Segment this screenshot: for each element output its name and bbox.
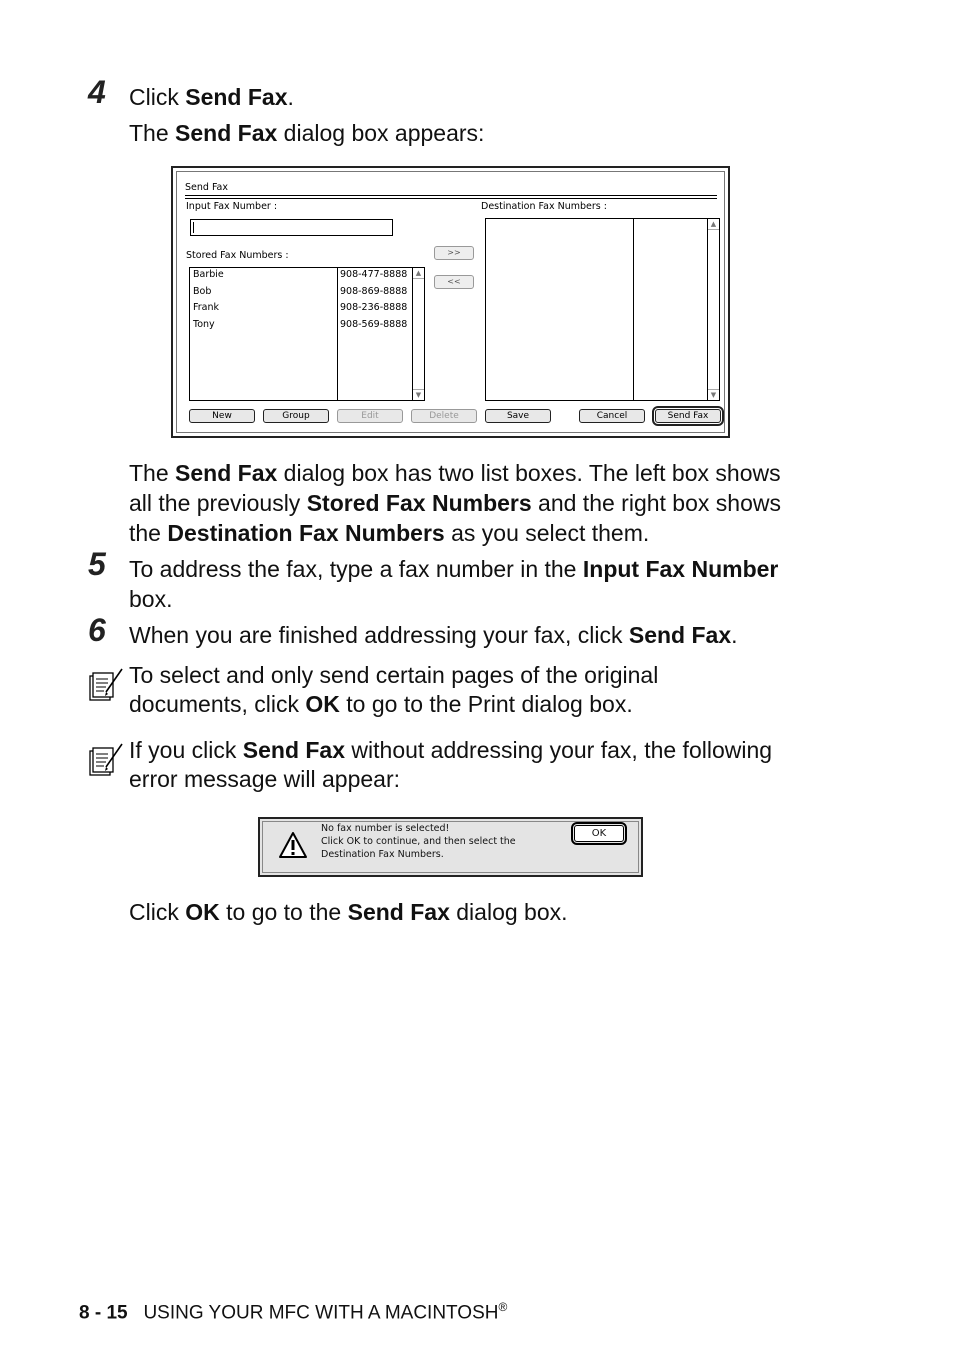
stored-list-scrollbar[interactable] xyxy=(412,268,424,400)
bold-text: Stored Fax Numbers xyxy=(306,490,532,516)
bold-text: Send Fax xyxy=(347,899,450,925)
step-number: 4 xyxy=(88,74,106,110)
send-fax-dialog xyxy=(171,166,730,438)
text: Click xyxy=(129,84,186,110)
text: error message will appear: xyxy=(129,766,401,792)
warning-icon xyxy=(278,831,308,859)
remove-destination-button[interactable]: << xyxy=(434,275,474,289)
column-separator xyxy=(633,219,634,400)
input-fax-label: Input Fax Number : xyxy=(186,201,278,212)
scroll-down-arrow-icon[interactable]: ▼ xyxy=(413,389,424,400)
text: To address the fax, type a fax number in the xyxy=(129,556,583,582)
bold-text: Send Fax xyxy=(175,120,278,146)
scroll-up-arrow-icon[interactable]: ▲ xyxy=(413,268,424,279)
new-button[interactable]: New xyxy=(189,409,255,423)
bold-text: Input Fax Number xyxy=(582,556,779,582)
edit-button[interactable]: Edit xyxy=(337,409,403,423)
stored-entry-number[interactable]: 908-236-8888 xyxy=(340,302,408,313)
step-number: 5 xyxy=(88,546,106,582)
error-alert-dialog xyxy=(258,817,643,877)
text: and the right box shows xyxy=(531,490,781,516)
text: documents, click xyxy=(129,691,306,717)
note-2-text xyxy=(129,736,849,794)
note-pad-icon xyxy=(86,741,124,779)
alert-message-line: Destination Fax Numbers. xyxy=(321,849,444,860)
text: the xyxy=(129,520,168,546)
text: Click xyxy=(129,899,186,925)
group-button[interactable]: Group xyxy=(263,409,329,423)
page-footer xyxy=(79,1300,507,1324)
text: to go to the Print dialog box. xyxy=(339,691,633,717)
column-separator xyxy=(337,268,338,400)
add-destination-button[interactable]: >> xyxy=(434,246,474,260)
text: all the previously xyxy=(129,490,307,516)
after-alert-text xyxy=(129,897,568,927)
text: To select and only send certain pages of the original xyxy=(129,662,659,688)
scroll-down-arrow-icon[interactable]: ▼ xyxy=(708,389,719,400)
delete-button[interactable]: Delete xyxy=(411,409,477,423)
bold-text: Destination Fax Numbers xyxy=(167,520,445,546)
stored-entry-name[interactable]: Frank xyxy=(193,302,220,313)
step-6-text xyxy=(129,620,849,650)
page-number: 8 - 15 xyxy=(79,1302,128,1324)
bold-text: OK xyxy=(185,899,220,925)
text: . xyxy=(731,622,738,648)
text-cursor xyxy=(193,222,194,233)
ok-button[interactable]: OK xyxy=(574,825,624,842)
text: to go to the xyxy=(219,899,348,925)
step-4-text xyxy=(129,82,294,112)
stored-entry-number[interactable]: 908-477-8888 xyxy=(340,269,408,280)
stored-entry-name[interactable]: Bob xyxy=(193,285,212,297)
bold-text: Send Fax xyxy=(185,84,288,110)
note-pad-icon xyxy=(86,666,124,704)
destination-fax-list[interactable] xyxy=(485,218,720,401)
save-button[interactable]: Save xyxy=(485,409,551,423)
bold-text: OK xyxy=(305,691,340,717)
step-5-text xyxy=(129,554,849,614)
note-1-text xyxy=(129,661,849,719)
title-rule xyxy=(185,195,717,196)
registered-mark: ® xyxy=(498,1300,508,1314)
bold-text: Send Fax xyxy=(628,622,732,648)
title-rule xyxy=(185,198,717,199)
cancel-button[interactable]: Cancel xyxy=(579,409,645,423)
input-fax-field[interactable] xyxy=(190,219,393,236)
text: If you click xyxy=(129,737,243,763)
text: The xyxy=(129,120,176,146)
explanation-paragraph xyxy=(129,458,849,548)
destination-fax-label: Destination Fax Numbers : xyxy=(481,201,607,212)
stored-entry-name[interactable]: Tony xyxy=(193,318,215,330)
text: . xyxy=(287,84,294,110)
bold-text: Send Fax xyxy=(242,737,346,763)
destination-list-scrollbar[interactable] xyxy=(707,219,719,400)
text: without addressing your fax, the following xyxy=(345,737,773,763)
scroll-up-arrow-icon[interactable]: ▲ xyxy=(708,219,719,230)
step-number: 6 xyxy=(88,612,106,648)
alert-message-line: No fax number is selected! xyxy=(321,823,450,834)
step-4-sub-text xyxy=(129,118,484,148)
stored-entry-name[interactable]: Barbie xyxy=(193,269,224,280)
dialog-title: Send Fax xyxy=(185,182,228,193)
text: box. xyxy=(129,586,173,612)
text: dialog box has two list boxes. The left box shows xyxy=(277,460,781,486)
stored-entry-number[interactable]: 908-569-8888 xyxy=(340,318,408,330)
stored-fax-label: Stored Fax Numbers : xyxy=(186,250,289,261)
stored-fax-list[interactable] xyxy=(189,267,425,401)
chapter-title: USING YOUR MFC WITH A MACINTOSH xyxy=(143,1302,499,1324)
text: dialog box. xyxy=(449,899,568,925)
bold-text: Send Fax xyxy=(175,460,278,486)
text: When you are finished addressing your fax, click xyxy=(129,622,629,648)
text: The xyxy=(129,460,176,486)
send-fax-button[interactable]: Send Fax xyxy=(655,409,721,423)
text: dialog box appears: xyxy=(277,120,485,146)
stored-entry-number[interactable]: 908-869-8888 xyxy=(340,285,408,297)
alert-message-line: Click OK to continue, and then select the xyxy=(321,836,516,847)
text: as you select them. xyxy=(444,520,650,546)
